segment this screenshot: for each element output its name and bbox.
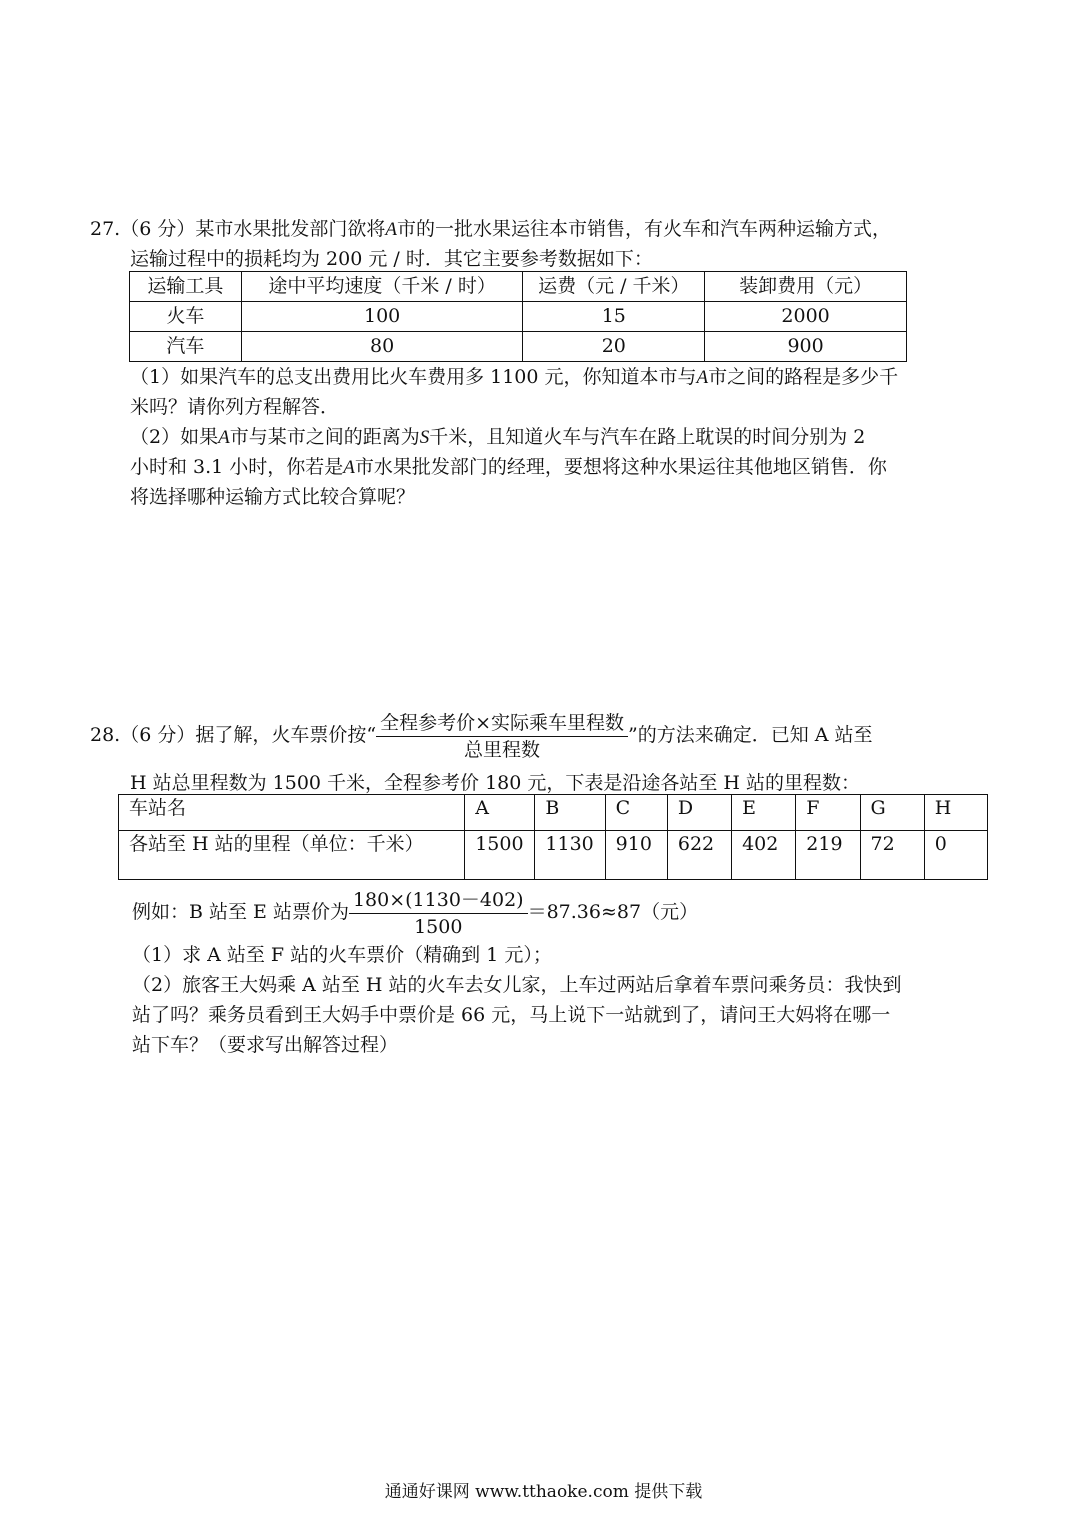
q27-part-1-line-1: （1）如果汽车的总支出费用比火车费用多 1100 元，你知道本市与A市之间的路程是多少千 <box>130 366 899 388</box>
table-cell: 2000 <box>705 302 907 332</box>
table-cell: 各站至 H 站的里程（单位：千米） <box>119 831 465 880</box>
q27-part-2-line-3: 将选择哪种运输方式比较合算呢？ <box>130 486 416 508</box>
table-row <box>130 302 907 332</box>
table-cell: 100 <box>241 302 523 332</box>
table-cell: 622 <box>667 831 731 880</box>
transport-table <box>129 271 907 362</box>
table-cell: 72 <box>860 831 924 880</box>
q28-line-2: H 站总里程数为 1500 千米，全程参考价 180 元，下表是沿途各站至 H 站的里程数： <box>130 772 861 794</box>
table-cell: F <box>796 795 860 831</box>
var-A: A <box>385 219 397 240</box>
table-row <box>119 795 988 831</box>
table-header-cell: 运输工具 <box>130 272 242 302</box>
q28-part-2-line-1: （2）旅客王大妈乘 A 站至 H 站的火车去女儿家，上车过两站后拿着车票问乘务员：我快到 <box>132 974 902 996</box>
q28-line-1: 28.（6 分）据了解，火车票价按“ $\frac{\text{全程参考价×实际乘车里程数}}{\text{总里程数}}$ ”的方法来确定．已知 A 站至 <box>90 711 873 761</box>
table-row <box>119 831 988 880</box>
fare-formula: $\frac{\text{全程参考价×实际乘车里程数}}{\text{总里程数}}$ <box>376 710 628 763</box>
station-table <box>118 794 988 880</box>
question-28 <box>90 706 1010 798</box>
q27-subquestions <box>130 362 1000 512</box>
table-cell: H <box>924 795 987 831</box>
q27-part-2-line-1: （2）如果A市与某市之间的距离为S千米，且知道火车与汽车在路上耽误的时间分别为 2 <box>130 426 866 448</box>
table-cell: D <box>667 795 731 831</box>
table-header-cell: 运费（元 / 千米） <box>523 272 705 302</box>
table-cell: 1130 <box>535 831 605 880</box>
q27-part-1-line-2: 米吗？请你列方程解答． <box>130 396 340 418</box>
table-cell: C <box>605 795 667 831</box>
table-cell: 火车 <box>130 302 242 332</box>
table-cell: 1500 <box>465 831 535 880</box>
example-formula: $\frac{180\times(1130-402)}{1500}$ <box>349 887 528 940</box>
table-cell: 900 <box>705 332 907 362</box>
table-cell: 80 <box>241 332 523 362</box>
table-cell: 0 <box>924 831 987 880</box>
table-header-cell: 装卸费用（元） <box>705 272 907 302</box>
table-cell: 车站名 <box>119 795 465 831</box>
q27-line-1: 27.（6 分）某市水果批发部门欲将A市的一批水果运往本市销售，有火车和汽车两种运输方式， <box>90 218 891 240</box>
q28-part-2-line-2: 站了吗？乘务员看到王大妈手中票价是 66 元，马上说下一站就到了，请问王大妈将在哪一 <box>132 1004 891 1026</box>
table-cell: E <box>732 795 796 831</box>
table-cell: 910 <box>605 831 667 880</box>
table-cell: A <box>465 795 535 831</box>
q28-body <box>132 884 1002 1060</box>
table-header-cell: 途中平均速度（千米 / 时） <box>241 272 523 302</box>
table-cell: G <box>860 795 924 831</box>
table-header-row <box>130 272 907 302</box>
page-footer: 通通好课网 www.tthaoke.com 提供下载 <box>384 1482 703 1502</box>
table-cell: 汽车 <box>130 332 242 362</box>
q28-example: 例如：B 站至 E 站票价为 $\frac{180\times(1130-402)}{1500}$ ＝87.36≈87（元） <box>132 888 699 938</box>
question-27 <box>90 214 1010 274</box>
table-cell: 15 <box>523 302 705 332</box>
q28-part-2-line-3: 站下车？（要求写出解答过程） <box>132 1034 399 1056</box>
table-cell: B <box>535 795 605 831</box>
q28-part-1: （1）求 A 站至 F 站的火车票价（精确到 1 元）； <box>132 944 552 966</box>
q27-line-2: 运输过程中的损耗均为 200 元 / 时．其它主要参考数据如下： <box>130 248 653 270</box>
table-cell: 402 <box>732 831 796 880</box>
table-cell: 20 <box>523 332 705 362</box>
q27-part-2-line-2: 小时和 3.1 小时，你若是A市水果批发部门的经理，要想将这种水果运往其他地区销售．你 <box>130 456 887 478</box>
table-cell: 219 <box>796 831 860 880</box>
table-row <box>130 332 907 362</box>
